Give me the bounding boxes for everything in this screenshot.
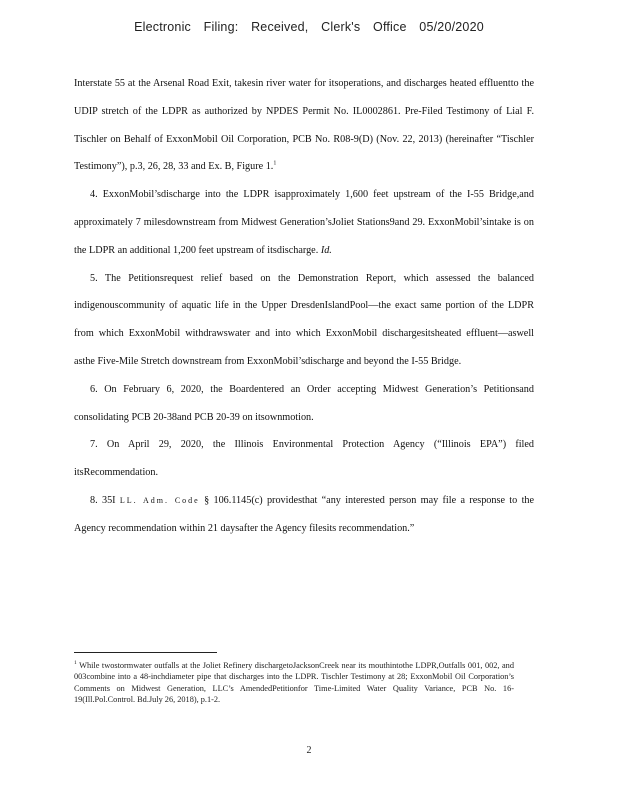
paragraph-6: 6. On February 6, 2020, the Boardentered an Order accepting Midwest Generation’s Petitionsand consolidating PCB 20-38and PCB 20-39 on itsownmotion. bbox=[74, 383, 534, 423]
paragraph-continuation: Interstate 55 at the Arsenal Road Exit, takesin river water for itsoperations, and discharges heated effluentto the UDIP stretch of the LDPR as authorized by NPDES Permit No. IL0002861. Pre-Filed Testimony of Lial F. Tischler on Behalf of ExxonMobil Oil Corporation, PCB No. R08-9(D) (Nov. 22, 2013) (hereinafter “Tischler Testimony”), p.3, 26, 28, 33 and Ex. B, Figure 1.$^1$ bbox=[74, 78, 534, 173]
footnote-divider bbox=[74, 652, 217, 653]
filing-header: Electronic Filing: Received, Clerk's Office 05/20/2020 bbox=[134, 20, 484, 34]
document-body bbox=[74, 70, 534, 543]
footnote-ref: 1 bbox=[273, 161, 277, 167]
paragraph-8: 8. 35I LL. Adm. Code § 106.1145(c) providesthat “any interested person may file a response to the Agency recommendation within 21 daysafter the Agency filesits recommendation.” bbox=[74, 494, 535, 534]
code-citation: LL. Adm. Code bbox=[119, 495, 200, 505]
paragraph-4: 4. ExxonMobil’sdischarge into the LDPR isapproximately 1,600 feet upstream of the I-55 Bridge,and approximately 7 milesdownstream from Midwest Generation’sJoliet Stations9and 29. ExxonMobil’sintake is on the LDPR an additional 1,200 feet upstream of itsdischarge. Id. bbox=[74, 189, 534, 256]
paragraph-7: 7. On April 29, 2020, the Illinois Environmental Protection Agency (“Illinois EPA”) filed itsRecommendation. bbox=[74, 439, 534, 479]
id-citation: Id. bbox=[320, 244, 332, 256]
page-number: 2 bbox=[306, 745, 312, 756]
footnote-marker: 1 bbox=[74, 660, 77, 667]
paragraph-5: 5. The Petitionsrequest relief based on the Demonstration Report, which assessed the balanced indigenouscommunity of aquatic life in the Upper DresdenIslandPool—the exact same portion of the LDPR from which ExxonMobil withdrawswater and into which ExxonMobil dischargesitsheated effluent—aswell asthe Five-Mile Stretch downstream from ExxonMobil’sdischarge and beyond the I-55 Bridge. bbox=[74, 272, 534, 367]
footnote-text: While twostormwater outfalls at the Joliet Refinery dischargetoJacksonCreek near its mouthintothe LDPR,Outfalls 001, 002, and 003combine into a 48-inchdiameter pipe that discharges into the LDPR. Tischler Testimony at 28; ExxonMobil Oil Corporation’s Comments on Midwest Generation, LLC’s AmendedPetitionfor Time-Limited Water Quality Variance, PCB No. 16-19(Ill.Pol.Control. Bd.July 26, 2018), p.1-2. bbox=[74, 661, 514, 705]
footnote bbox=[74, 660, 514, 706]
